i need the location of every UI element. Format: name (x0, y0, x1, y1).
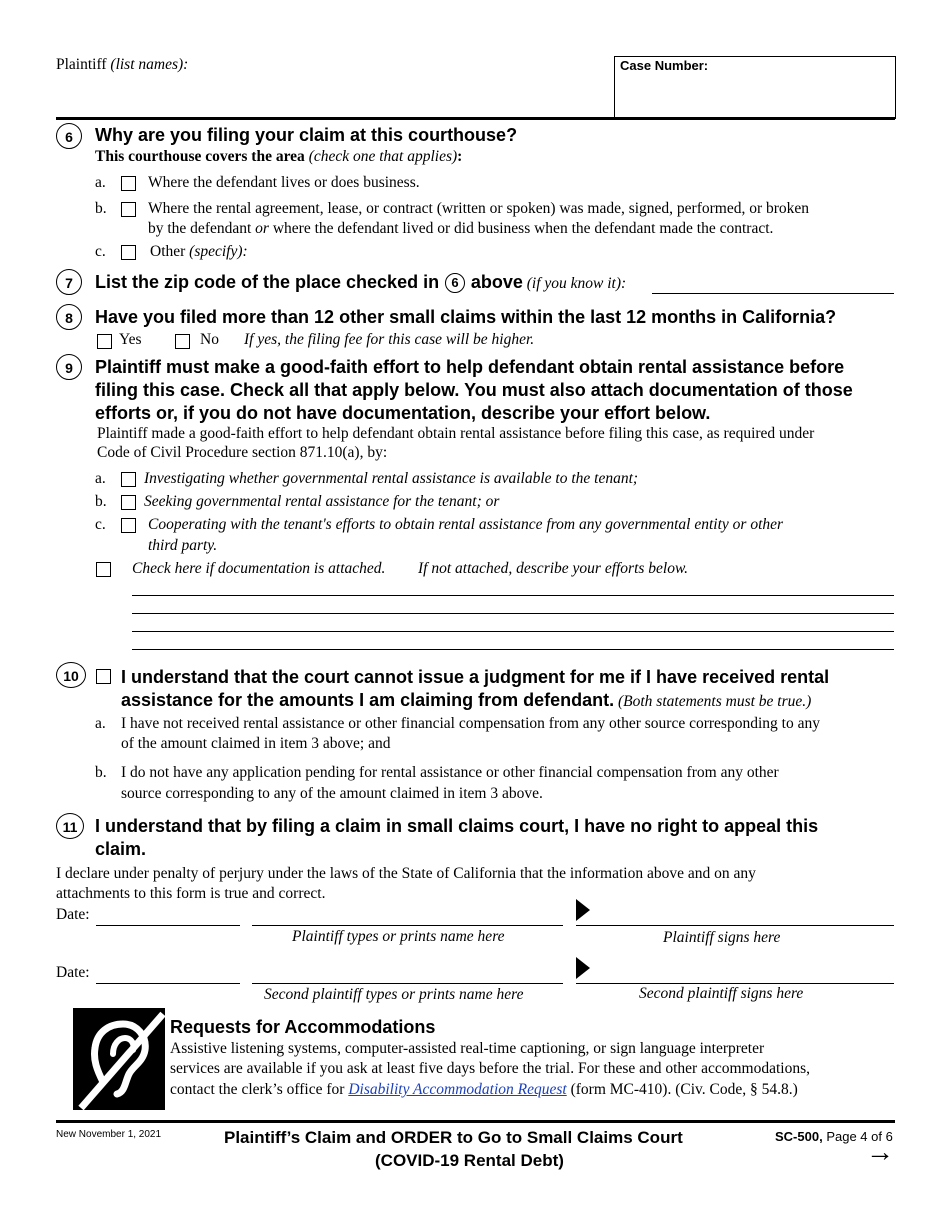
item-10-title-line2: assistance for the amounts I am claiming from defendant. (Both statements must be true.) (121, 690, 812, 710)
case-number-box[interactable] (614, 56, 896, 119)
date-field-1[interactable] (96, 925, 240, 926)
item-9-body-line1: Plaintiff made a good-faith effort to help defendant obtain rental assistance before filing this case, as required under (97, 425, 815, 442)
case-number-label: Case Number: (620, 58, 709, 73)
item-7-ref-6: 6 (445, 273, 465, 293)
second-plaintiff-name-caption: Second plaintiff types or prints name here (264, 986, 524, 1003)
effort-line (132, 631, 894, 632)
item-9-body-line2: Code of Civil Procedure section 871.10(a), by: (97, 444, 388, 461)
item-9c-letter: c. (95, 516, 106, 533)
item-9-title-line2: filing this case. Check all that apply below. You must also attach documentation of those (95, 380, 853, 400)
item-10a-line2: of the amount claimed in item 3 above; and (121, 735, 391, 752)
item-6b-letter: b. (95, 200, 107, 217)
date-label-2: Date: (56, 964, 90, 981)
item-8-number: 8 (56, 304, 82, 330)
item-6c-checkbox[interactable] (121, 245, 136, 260)
item-10b-line1: I do not have any application pending for rental assistance or other financial compensation from any other (121, 764, 779, 781)
item-8-title: Have you filed more than 12 other small claims within the last 12 months in California? (95, 307, 837, 327)
item-11-title-line1: I understand that by filing a claim in small claims court, I have no right to appeal this (95, 816, 819, 836)
second-plaintiff-name-field[interactable] (252, 983, 563, 984)
plaintiff-label: Plaintiff (list names): (56, 56, 189, 73)
header-divider (56, 117, 895, 120)
item-9a-checkbox[interactable] (121, 472, 136, 487)
effort-description-field[interactable] (132, 595, 894, 655)
item-10b-line2: source corresponding to any of the amount claimed in item 3 above. (121, 785, 543, 802)
item-6c-letter: c. (95, 243, 106, 260)
item-9c-checkbox[interactable] (121, 518, 136, 533)
item-9b-letter: b. (95, 493, 107, 510)
item-6b-line1: Where the rental agreement, lease, or contract (written or spoken) was made, signed, performed, or broken (148, 200, 810, 217)
declaration-line2: attachments to this form is true and correct. (56, 885, 326, 902)
date-field-2[interactable] (96, 983, 240, 984)
footer-date: New November 1, 2021 (56, 1129, 162, 1140)
item-11-number: 11 (56, 813, 84, 839)
item-8-no-checkbox[interactable] (175, 334, 190, 349)
item-9b-checkbox[interactable] (121, 495, 136, 510)
accommodations-title: Requests for Accommodations (170, 1017, 436, 1037)
item-10-title-line1: I understand that the court cannot issue a judgment for me if I have received rental (121, 667, 830, 687)
item-8-yes-label: Yes (119, 331, 142, 348)
plaintiff-name-field[interactable] (252, 925, 563, 926)
item-9-number: 9 (56, 354, 82, 380)
item-6a-letter: a. (95, 174, 106, 191)
effort-line (132, 649, 894, 650)
next-page-arrow-icon[interactable]: → (866, 1136, 894, 1167)
disability-accommodation-link[interactable]: Disability Accommodation Request (348, 1081, 567, 1098)
declaration-line1: I declare under penalty of perjury under the laws of the State of California that the information above and on any (56, 865, 756, 882)
item-8-note: If yes, the filing fee for this case will be higher. (244, 331, 535, 348)
item-9-title-line1: Plaintiff must make a good-faith effort to help defendant obtain rental assistance before (95, 357, 845, 377)
footer-divider (56, 1120, 895, 1123)
accommodations-line2: services are available if you ask at least five days before the trial. For these and other accommodations, (170, 1060, 810, 1077)
item-10b-letter: b. (95, 764, 107, 781)
item-9c-line2: third party. (148, 537, 218, 554)
item-11-title-line2: claim. (95, 839, 147, 859)
accommodations-line1: Assistive listening systems, computer-assisted real-time captioning, or sign language interpreter (170, 1040, 765, 1057)
item-8-no-label: No (200, 331, 219, 348)
item-10-number: 10 (56, 662, 86, 688)
item-7-text: List the zip code of the place checked in 6 above (if you know it): (95, 272, 627, 292)
hearing-assistance-icon (73, 1008, 165, 1110)
item-9a-letter: a. (95, 470, 106, 487)
plaintiff-signature-field[interactable] (576, 925, 894, 926)
footer-title-line1: Plaintiff’s Claim and ORDER to Go to Small Claims Court (224, 1128, 683, 1147)
item-6-number: 6 (56, 123, 82, 149)
second-plaintiff-signature-field[interactable] (576, 983, 894, 984)
item-10a-line1: I have not received rental assistance or other financial compensation from any other source corresponding to any (121, 715, 820, 732)
plaintiff-sign-caption: Plaintiff signs here (663, 929, 781, 946)
footer-page-info: SC-500, Page 4 of 6 (775, 1129, 893, 1144)
item-6b-checkbox[interactable] (121, 202, 136, 217)
item-9-documentation-note: If not attached, describe your efforts below. (418, 560, 689, 577)
second-plaintiff-sign-caption: Second plaintiff signs here (639, 985, 804, 1002)
effort-line (132, 613, 894, 614)
item-8-yes-checkbox[interactable] (97, 334, 112, 349)
item-9-documentation-checkbox[interactable] (96, 562, 111, 577)
plaintiff-name-caption: Plaintiff types or prints name here (292, 928, 505, 945)
date-label-1: Date: (56, 906, 90, 923)
item-9a-text: Investigating whether governmental rental assistance is available to the tenant; (144, 470, 639, 487)
item-6c-text: Other (specify): (150, 243, 248, 260)
item-6a-checkbox[interactable] (121, 176, 136, 191)
item-9c-line1: Cooperating with the tenant's efforts to obtain rental assistance from any governmental entity or other (148, 516, 784, 533)
item-10-checkbox[interactable] (96, 669, 111, 684)
accommodations-line3: contact the clerk’s office for Disability Accommodation Request (form MC-410). (Civ. Code, § 54.8.) (170, 1081, 798, 1098)
item-9-documentation-text: Check here if documentation is attached. (132, 560, 386, 577)
effort-line (132, 595, 894, 596)
sign-arrow-icon (576, 899, 590, 921)
sign-arrow-icon (576, 957, 590, 979)
item-6b-line2: by the defendant or where the defendant lived or did business when the defendant made the contract. (148, 220, 774, 237)
item-9b-text: Seeking governmental rental assistance for the tenant; or (144, 493, 500, 510)
item-6-subtitle: This courthouse covers the area (check one that applies): (95, 148, 463, 165)
item-10a-letter: a. (95, 715, 106, 732)
item-9-title-line3: efforts or, if you do not have documentation, describe your effort below. (95, 403, 711, 423)
item-7-number: 7 (56, 269, 82, 295)
item-6a-text: Where the defendant lives or does business. (148, 174, 420, 191)
footer-title-line2: (COVID-19 Rental Debt) (375, 1151, 564, 1170)
zip-code-field[interactable] (652, 293, 894, 294)
item-6-title: Why are you filing your claim at this courthouse? (95, 125, 518, 145)
